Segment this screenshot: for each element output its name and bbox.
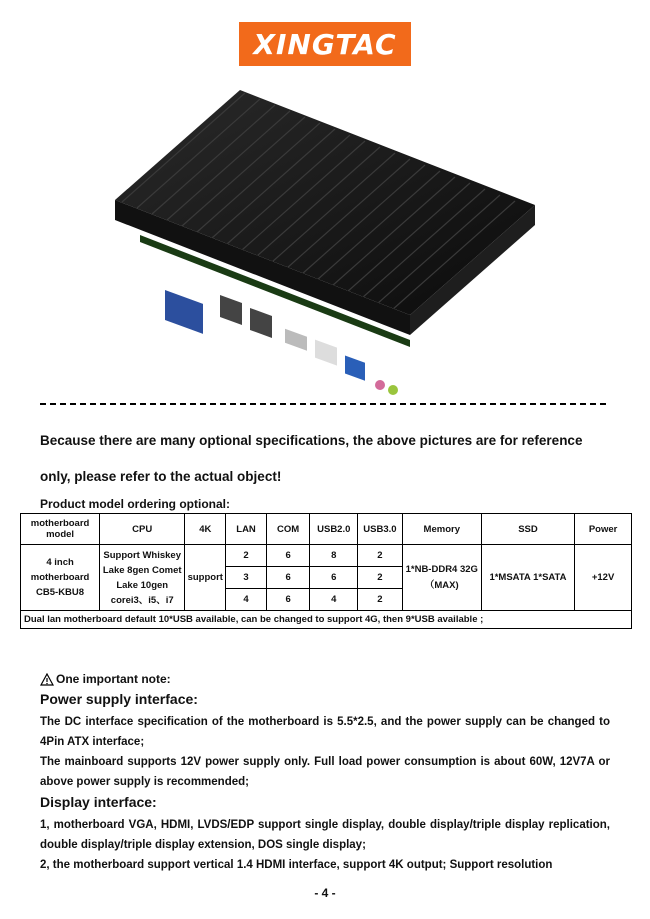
header-cell: Power: [575, 514, 632, 545]
usb2-cell: 4: [310, 589, 358, 611]
display-heading: Display interface:: [40, 794, 157, 810]
header-cell: 4K: [185, 514, 226, 545]
table-note-row: [21, 611, 632, 629]
table-row: [21, 545, 632, 567]
ordering-label: Product model ordering optional:: [40, 497, 230, 511]
table-header-row: [21, 514, 632, 545]
usb3-cell: 2: [358, 567, 403, 589]
ssd-cell: 1*MSATA 1*SATA: [481, 545, 574, 611]
power-cell: +12V: [575, 545, 632, 611]
brand-logo: [239, 22, 411, 66]
cpu-cell: Support Whiskey Lake 8gen Comet Lake 10gen corei3、i5、i7: [100, 545, 185, 611]
disclaimer-line-1: Because there are many optional specifications, the above pictures are for reference: [40, 433, 583, 448]
com-cell: 6: [266, 589, 310, 611]
separator-line: [40, 403, 606, 405]
memory-cell: 1*NB-DDR4 32G（MAX): [402, 545, 481, 611]
brand-logo-text: XINGTAC: [253, 27, 397, 61]
header-cell: CPU: [100, 514, 185, 545]
important-note: [40, 672, 171, 686]
usb3-cell: 2: [358, 545, 403, 567]
page-number: - 4 -: [314, 886, 336, 900]
header-cell: COM: [266, 514, 310, 545]
header-cell: USB3.0: [358, 514, 403, 545]
header-cell: USB2.0: [310, 514, 358, 545]
com-cell: 6: [266, 567, 310, 589]
power-paragraph-1: The DC interface specification of the motherboard is 5.5*2.5, and the power supply can be changed to 4Pin ATX interface;: [40, 716, 610, 748]
usb3-cell: 2: [358, 589, 403, 611]
usb2-cell: 6: [310, 567, 358, 589]
spec-table: [20, 513, 632, 629]
lan-cell: 2: [226, 545, 267, 567]
product-photo: [110, 85, 540, 405]
lan-cell: 3: [226, 567, 267, 589]
display-paragraph-2: 2, the motherboard support vertical 1.4 HDMI interface, support 4K output; Support resolution: [40, 859, 553, 871]
table-note: Dual lan motherboard default 10*USB available, can be changed to support 4G, then 9*USB available ;: [21, 611, 632, 629]
power-supply-heading: Power supply interface:: [40, 691, 198, 707]
header-cell: LAN: [226, 514, 267, 545]
header-cell: SSD: [481, 514, 574, 545]
disclaimer-line-2: only, please refer to the actual object!: [40, 469, 282, 484]
lan-cell: 4: [226, 589, 267, 611]
usb2-cell: 8: [310, 545, 358, 567]
4k-cell: support: [185, 545, 226, 611]
header-cell: Memory: [402, 514, 481, 545]
warning-icon: [40, 673, 54, 686]
display-paragraph-1: 1, motherboard VGA, HDMI, LVDS/EDP support single display, double display/triple display replication, double display/triple display extension, DOS single display;: [40, 819, 610, 851]
important-note-text: One important note:: [56, 672, 171, 686]
power-paragraph-2: The mainboard supports 12V power supply only. Full load power consumption is about 60W, 12V7A or above power supply is recommended;: [40, 756, 610, 788]
model-cell: 4 inch motherboard CB5-KBU8: [21, 545, 100, 611]
header-cell: motherboard model: [21, 514, 100, 545]
com-cell: 6: [266, 545, 310, 567]
